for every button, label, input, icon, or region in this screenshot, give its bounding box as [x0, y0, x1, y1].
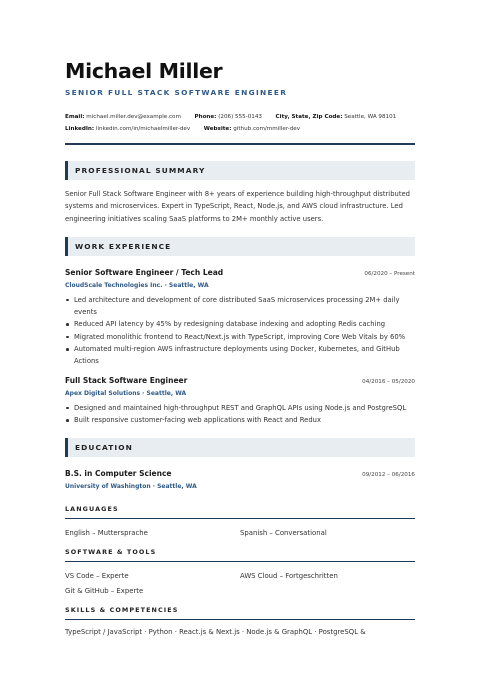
resume-page — [65, 58, 415, 639]
website-label: Website: — [203, 126, 232, 132]
location-value: Seattle, WA 98101 — [344, 114, 397, 120]
phone-label: Phone: — [194, 114, 217, 120]
languages-list — [65, 526, 415, 541]
tools-heading: SOFTWARE & TOOLS — [65, 548, 415, 562]
email-value: michael.miller.dev@example.com — [86, 114, 181, 120]
skills-text: TypeScript / JavaScript · Python · React.js & Next.js · Node.js & GraphQL · PostgreSQL & — [65, 628, 366, 637]
education-entry — [65, 469, 415, 491]
tool-item: Git & GitHub – Experte — [65, 587, 144, 596]
job-bullet: Led architecture and development of core distributed SaaS microservices processing 2M+ daily events — [74, 294, 415, 319]
school: University of Washington · Seattle, WA — [65, 483, 197, 491]
job-entry — [65, 268, 415, 368]
candidate-title: SENIOR FULL STACK SOFTWARE ENGINEER — [65, 88, 288, 97]
job-bullet: Reduced API latency by 45% by redesigning database indexing and adopting Redis caching — [74, 318, 415, 330]
job-company: CloudScale Technologies Inc. · Seattle, WA — [65, 281, 209, 289]
phone-value: (206) 555-0143 — [218, 114, 262, 120]
job-bullet: Built responsive customer-facing web applications with React and Redux — [74, 414, 415, 426]
email-label: Email: — [65, 114, 85, 120]
contact-block — [65, 111, 415, 135]
job-company: Apex Digital Solutions · Seattle, WA — [65, 389, 187, 397]
website-value: github.com/mmiller-dev — [233, 126, 301, 132]
tools-list — [65, 569, 415, 599]
job-title: Senior Software Engineer / Tech Lead — [65, 267, 224, 277]
job-entry — [65, 376, 415, 427]
job-bullet: Automated multi-region AWS infrastructure deployments using Docker, Kubernetes, and GitHub Actions — [74, 343, 415, 368]
linkedin-value: linkedin.com/in/michaelmiller-dev — [95, 126, 191, 132]
job-bullet: Migrated monolithic frontend to React/Next.js with TypeScript, improving Core Web Vitals by 60% — [74, 331, 415, 343]
language-item: Spanish – Conversational — [240, 529, 327, 538]
job-dates: 04/2016 – 05/2020 — [362, 378, 415, 385]
tool-item: VS Code – Experte — [65, 572, 129, 581]
degree: B.S. in Computer Science — [65, 469, 172, 479]
linkedin-label: LinkedIn: — [65, 126, 95, 132]
job-bullets — [65, 402, 415, 427]
job-title: Full Stack Software Engineer — [65, 375, 188, 385]
language-item: English – Muttersprache — [65, 529, 148, 538]
summary-heading: PROFESSIONAL SUMMARY — [65, 161, 415, 180]
job-bullet: Designed and maintained high-throughput REST and GraphQL APIs using Node.js and PostgreSQL — [74, 402, 415, 414]
candidate-name: Michael Miller — [65, 59, 223, 83]
education-heading: EDUCATION — [65, 438, 415, 457]
summary-text: Senior Full Stack Software Engineer with 8+ years of experience building high-throughput distributed systems and microservices. Expert in TypeScript, React, Node.js, and AWS cloud infrastructure. Led engineering initiatives scaling SaaS platforms to 2M+ monthly active users. — [65, 190, 410, 223]
location-label: City, State, Zip Code: — [275, 114, 343, 120]
skills-heading: SKILLS & COMPETENCIES — [65, 606, 415, 620]
job-dates: 06/2020 – Present — [364, 270, 415, 277]
tool-item: AWS Cloud – Fortgeschritten — [240, 572, 338, 581]
contact-line-1 — [65, 111, 415, 123]
education-dates: 09/2012 – 06/2016 — [362, 472, 415, 479]
job-bullets — [65, 294, 415, 368]
languages-heading: LANGUAGES — [65, 505, 415, 519]
contact-line-2 — [65, 123, 415, 135]
experience-heading: WORK EXPERIENCE — [65, 237, 415, 256]
header-divider — [65, 143, 415, 145]
